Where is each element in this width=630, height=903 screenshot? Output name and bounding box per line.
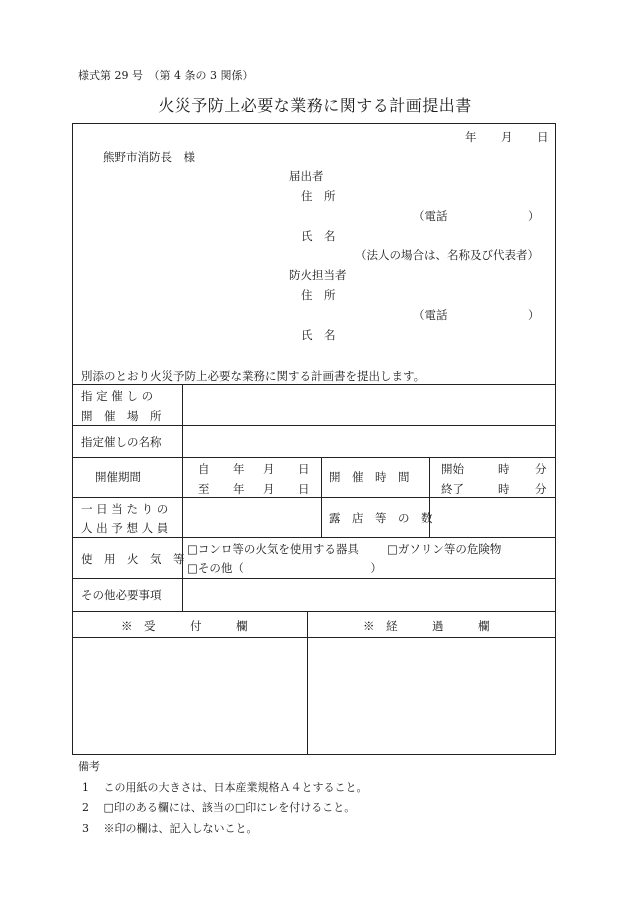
event-name-label: 指定催しの名称 <box>81 435 162 449</box>
venue-value[interactable] <box>183 385 555 425</box>
applicant-label: 届出者 <box>289 169 324 183</box>
applicant-name-label: 氏 名 <box>301 229 336 243</box>
note-2: 2 □印のある欄には、該当の□印にレを付けること。 <box>82 801 356 814</box>
end-label: 終了 <box>441 482 464 496</box>
people-value[interactable] <box>183 498 320 537</box>
addressee: 熊野市消防長 様 <box>103 150 195 164</box>
to-label: 至 <box>198 482 210 496</box>
corporation-note: （法人の場合は、名称及び代表者） <box>355 248 539 262</box>
date-month-label: 月 <box>501 130 513 144</box>
start-hour: 時 <box>498 462 510 476</box>
form-title: 火災予防上必要な業務に関する計画提出書 <box>158 96 472 115</box>
to-month: 月 <box>263 482 275 496</box>
fire-option-stove[interactable]: □コンロ等の火気を使用する器具 <box>187 542 359 556</box>
fire-officer-address-label: 住 所 <box>301 288 336 302</box>
date-day-label: 日 <box>537 130 549 144</box>
people-label-line2: 人 出 予 想 人 員 <box>81 521 169 535</box>
start-minute: 分 <box>535 462 547 476</box>
note-3: 3 ※印の欄は、記入しないこと。 <box>82 822 258 835</box>
applicant-phone: （電話 ） <box>413 209 540 223</box>
applicant-address-label: 住 所 <box>301 189 336 203</box>
form-number: 様式第 29 号 （第 4 条の 3 関係） <box>78 69 254 82</box>
event-name-value[interactable] <box>183 426 555 457</box>
from-year: 年 <box>233 462 245 476</box>
period-label: 開催期間 <box>95 470 141 484</box>
end-hour: 時 <box>498 482 510 496</box>
fire-use-label: 使 用 火 気 等 <box>81 552 185 566</box>
date-year-label: 年 <box>465 130 477 144</box>
notes-heading: 備考 <box>78 760 100 773</box>
fire-option-gasoline[interactable]: □ガソリン等の危険物 <box>387 542 502 556</box>
people-label-line1: 一 日 当 た り の <box>81 502 169 516</box>
from-day: 日 <box>298 462 310 476</box>
progress-column-header: ※ 経 過 欄 <box>363 619 490 633</box>
from-month: 月 <box>263 462 275 476</box>
from-label: 自 <box>198 462 210 476</box>
to-day: 日 <box>298 482 310 496</box>
other-value[interactable] <box>183 579 555 611</box>
fire-officer-name-label: 氏 名 <box>301 328 336 342</box>
other-label: その他必要事項 <box>81 588 162 602</box>
submission-statement: 別添のとおり火災予防上必要な業務に関する計画書を提出します。 <box>81 369 426 383</box>
start-label: 開始 <box>441 462 464 476</box>
receipt-column-header: ※ 受 付 欄 <box>121 619 248 633</box>
venue-label-line1: 指 定 催 し の <box>81 389 154 403</box>
note-1: 1 この用紙の大きさは、日本産業規格Ａ４とすること。 <box>82 781 368 794</box>
fire-officer-phone: （電話 ） <box>413 308 540 322</box>
hours-label: 開 催 時 間 <box>329 470 410 484</box>
fire-option-other[interactable]: □その他（ ） <box>187 561 382 575</box>
end-minute: 分 <box>535 482 547 496</box>
venue-label-line2: 開 催 場 所 <box>81 409 162 423</box>
stalls-value[interactable] <box>430 498 555 537</box>
stalls-label: 露 店 等 の 数 <box>329 511 433 525</box>
form-frame <box>72 123 556 755</box>
fire-officer-label: 防火担当者 <box>289 268 347 282</box>
to-year: 年 <box>233 482 245 496</box>
